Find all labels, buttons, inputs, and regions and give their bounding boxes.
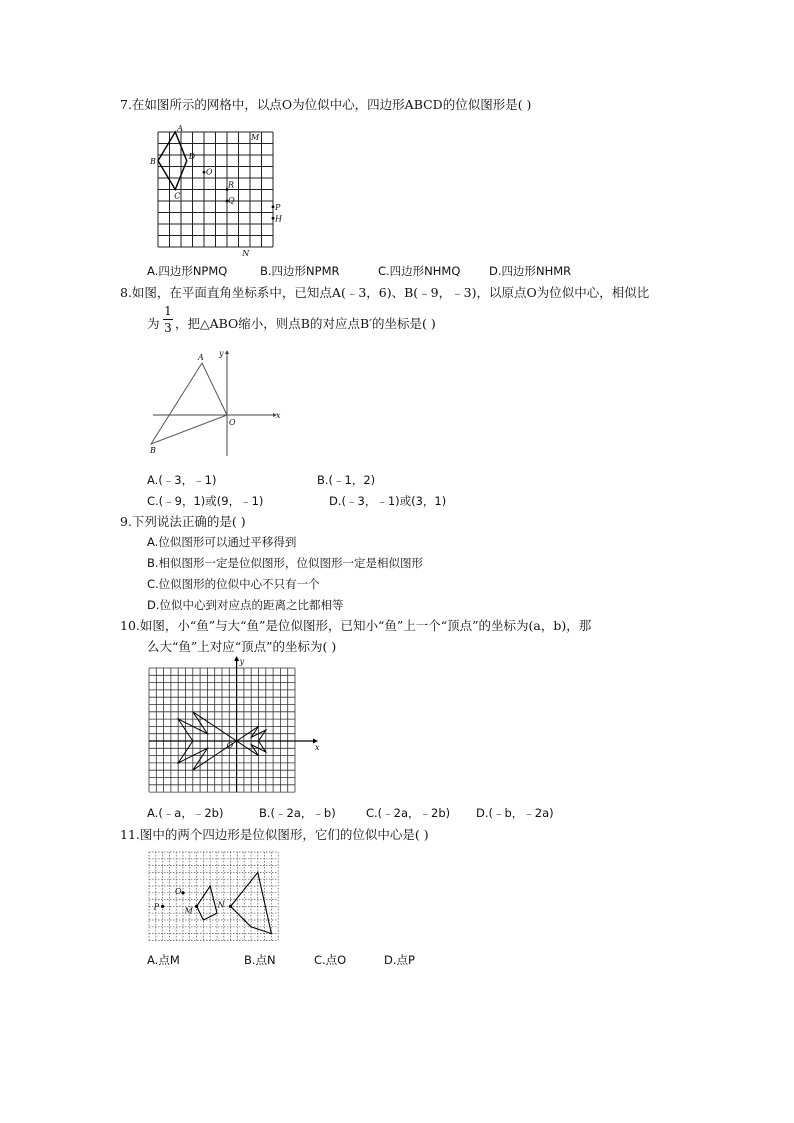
- q10-option-b[interactable]: B.(﹣2a，﹣b): [259, 806, 336, 820]
- q9-option-a[interactable]: A.位似图形可以通过平移得到: [147, 535, 297, 549]
- q11-option-a[interactable]: A.点M: [147, 953, 180, 967]
- label-o: O: [226, 741, 234, 750]
- q10-fish-figure: [145, 655, 325, 800]
- q10-option-d[interactable]: D.(﹣b，﹣2a): [476, 806, 554, 820]
- label-q: Q: [228, 196, 235, 205]
- q10-option-c[interactable]: C.(﹣2a，﹣2b): [366, 806, 451, 820]
- point-o: [203, 171, 206, 174]
- q8-stem-line1: 8.如图，在平面直角坐标系中，已知点A(﹣3，6)、B(﹣9，﹣3)，以原点O为位似中心，相似比: [120, 285, 650, 300]
- q7-stem: 7.在如图所示的网格中，以点O为位似中心，四边形ABCD的位似图形是( ): [120, 97, 532, 112]
- point-p: [161, 905, 164, 908]
- label-r: R: [228, 180, 235, 190]
- q10-option-a[interactable]: A.(﹣a，﹣2b): [147, 806, 224, 820]
- q11-quadrilateral-figure: [145, 848, 285, 943]
- label-n: N: [242, 249, 250, 258]
- point-h: [272, 217, 275, 220]
- quadrilateral-abcd: [158, 132, 187, 190]
- q7-option-a[interactable]: A.四边形NPMQ: [147, 264, 228, 278]
- q8-fraction-bar: [163, 319, 173, 320]
- label-n: N: [217, 900, 225, 910]
- label-a: A: [177, 124, 184, 133]
- label-x: x: [276, 411, 281, 420]
- label-p: P: [153, 902, 159, 912]
- q9-option-c[interactable]: C.位似图形的位似中心不只有一个: [147, 577, 320, 591]
- q8-coordinate-figure: [145, 350, 285, 460]
- q9-option-d[interactable]: D.位似中心到对应点的距离之比都相等: [147, 598, 344, 612]
- q8-fraction-numerator: 1: [164, 304, 172, 318]
- q9-option-b[interactable]: B.相似图形一定是位似图形，位似图形一定是相似图形: [147, 556, 424, 570]
- point-p: [272, 205, 275, 208]
- label-o: O: [206, 167, 213, 177]
- label-d: D: [188, 151, 196, 161]
- q11-option-d[interactable]: D.点P: [384, 953, 415, 967]
- label-m: M: [251, 133, 260, 142]
- q8-option-d[interactable]: D.(﹣3，﹣1)或(3，1): [329, 494, 447, 508]
- q7-option-b[interactable]: B.四边形NPMR: [260, 264, 340, 278]
- label-p: P: [275, 202, 281, 212]
- y-axis-arrow: [234, 656, 239, 661]
- q7-option-d[interactable]: D.四边形NHMR: [489, 264, 572, 278]
- q8-stem-suffix: ，把△ABO缩小，则点B的对应点B′的坐标是( ): [175, 316, 436, 331]
- label-m: M: [184, 906, 193, 916]
- label-x: x: [315, 743, 320, 752]
- point-m: [195, 905, 198, 908]
- label-h: H: [275, 214, 282, 224]
- point-o: [181, 891, 184, 894]
- small-quadrilateral: [197, 886, 217, 920]
- q11-option-b[interactable]: B.点N: [244, 953, 276, 967]
- q7-grid-figure: [150, 124, 282, 258]
- q9-stem: 9.下列说法正确的是( ): [120, 514, 246, 529]
- q7-option-c[interactable]: C.四边形NHMQ: [378, 264, 461, 278]
- y-axis-arrow: [225, 350, 229, 354]
- label-y: y: [239, 657, 245, 666]
- q10-stem-line2: 么大“鱼”上对应“顶点”的坐标为( ): [147, 639, 337, 654]
- q8-option-c[interactable]: C.(﹣9，1)或(9，﹣1): [147, 494, 264, 508]
- label-o: O: [229, 418, 236, 427]
- q8-option-a[interactable]: A.(﹣3，﹣1): [147, 473, 217, 487]
- q10-stem-line1: 10.如图，小“鱼”与大“鱼”是位似图形，已知小“鱼”上一个“顶点”的坐标为(a，b)，那: [120, 618, 592, 633]
- label-a: A: [198, 353, 204, 362]
- q11-stem: 11.图中的两个四边形是位似图形，它们的位似中心是( ): [120, 827, 429, 842]
- q11-option-c[interactable]: C.点O: [314, 953, 347, 967]
- label-b: B: [150, 156, 156, 166]
- label-c: C: [174, 191, 181, 201]
- triangle-abo: [151, 363, 227, 444]
- q8-stem-prefix: 为: [147, 316, 160, 331]
- label-o: O: [175, 886, 182, 896]
- q8-option-b[interactable]: B.(﹣1，2): [317, 473, 376, 487]
- label-y: y: [219, 349, 224, 358]
- label-b: B: [150, 446, 156, 455]
- point-n: [229, 905, 232, 908]
- q8-fraction-denominator: 3: [164, 321, 172, 335]
